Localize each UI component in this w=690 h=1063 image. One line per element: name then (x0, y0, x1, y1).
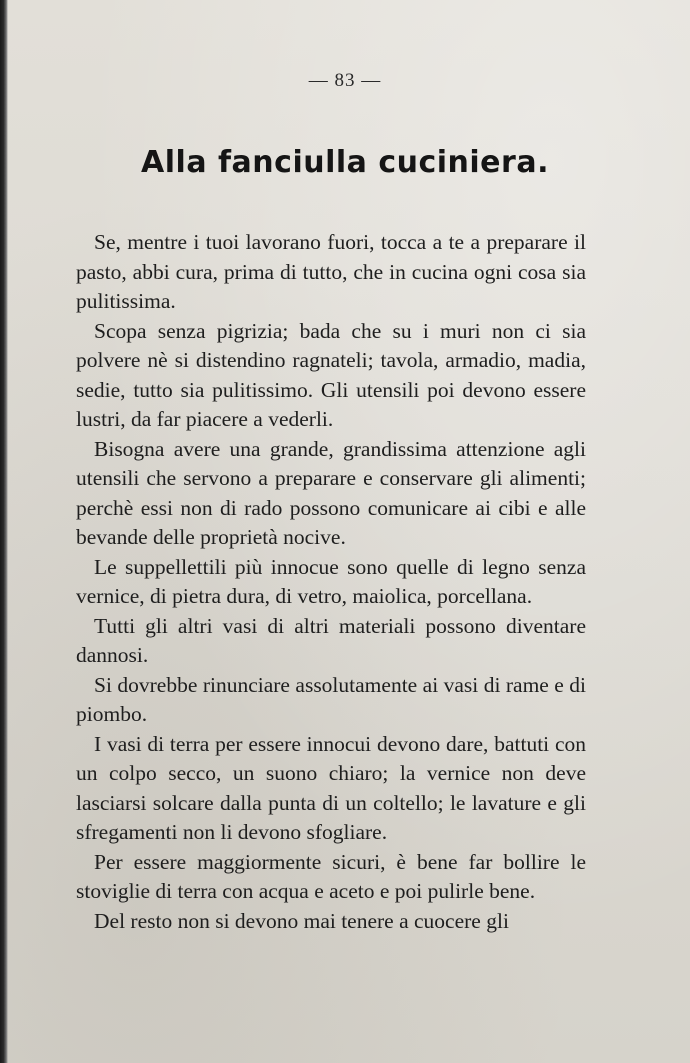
paragraph: Si dovrebbe rinunciare assolutamente ai vasi di rame e di piombo. (76, 672, 586, 726)
chapter-title: Alla fanciulla cuciniera. (141, 145, 549, 180)
paragraph: Tutti gli altri vasi di altri materiali possono diventare dannosi. (76, 613, 586, 667)
paragraph: Bisogna avere una grande, grandissima attenzione agli utensili che servono a preparare e conservare gli alimenti; perchè essi non di rado possono comunicare ai cibi e alle bevande delle proprietà nocive. (76, 436, 586, 549)
paragraph: Scopa senza pigrizia; bada che su i muri non ci sia polvere nè si distendino ragnateli; tavola, armadio, madia, sedie, tutto sia pulitissimo. Gli utensili poi devono essere lustri, da far piacere a vederli. (76, 318, 586, 431)
paragraph: Del resto non si devono mai tenere a cuocere gli (94, 908, 509, 933)
body-text (76, 228, 586, 936)
page-number: — 83 — (308, 70, 382, 91)
paragraph: Per essere maggiormente sicuri, è bene far bollire le stoviglie di terra con acqua e aceto e poi pulirle bene. (76, 849, 586, 903)
paragraph: I vasi di terra per essere innocui devono dare, battuti con un colpo secco, un suono chiaro; la vernice non deve lasciarsi solcare dalla punta di un coltello; le lavature e gli sfregamenti non li devono sfogliare. (76, 731, 586, 844)
paragraph: Se, mentre i tuoi lavorano fuori, tocca a te a preparare il pasto, abbi cura, prima di tutto, che in cucina ogni cosa sia pulitissima. (76, 230, 586, 313)
paragraph: Le suppellettili più innocue sono quelle di legno senza vernice, di pietra dura, di vetro, maiolica, porcellana. (76, 554, 586, 608)
